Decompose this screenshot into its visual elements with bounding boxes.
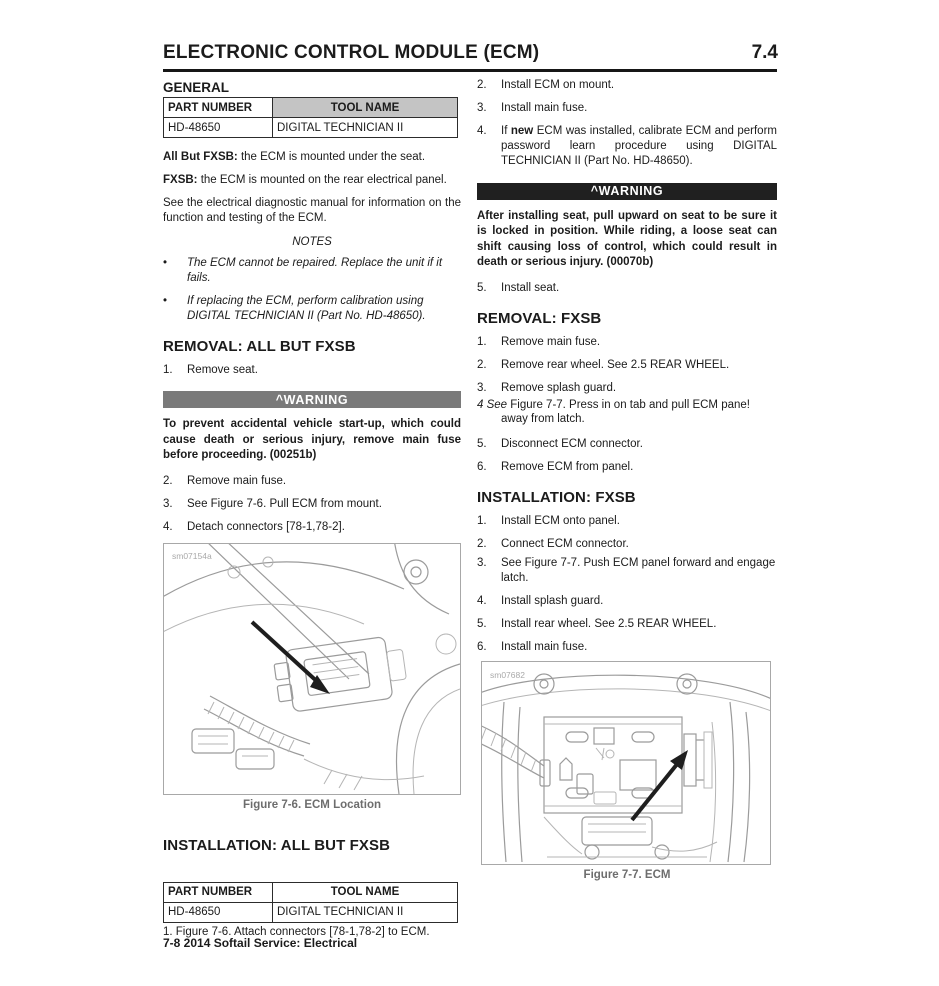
step-text: Detach connectors [78-1,78-2].	[187, 520, 345, 533]
tool-table-installation	[163, 882, 458, 923]
step-text: Remove main fuse.	[187, 474, 287, 487]
figure-7-7-caption: Figure 7-7. ECM	[583, 868, 671, 881]
ecm-panel-drawing	[482, 662, 770, 864]
step-number: 4.	[163, 520, 173, 533]
page-title: ELECTRONIC CONTROL MODULE (ECM)	[163, 42, 540, 63]
step-text: Install main fuse.	[501, 101, 588, 114]
table-cell-part-number: HD-48650	[164, 118, 273, 138]
step-text: Remove rear wheel. See 2.5 REAR WHEEL.	[501, 358, 730, 371]
warning-text: After installing seat, pull upward on seat to be sure it is locked in position. While riding, a loose seat can shift causing loss of control, which could result in death or serious injury. (00070b)	[477, 209, 777, 269]
bullet-icon: •	[163, 256, 168, 269]
left-column	[163, 80, 461, 940]
step-text: Connect ECM connector.	[501, 538, 629, 551]
ecm-location-drawing	[164, 544, 460, 794]
step-text: See Figure 7-7. Push ECM panel forward and engage latch.	[501, 557, 776, 585]
paragraph-diagnostic-manual: See the electrical diagnostic manual for information on the function and testing of the ECM.	[163, 196, 461, 224]
table-header-tool-name: TOOL NAME	[273, 882, 458, 902]
step-number: 1.	[477, 335, 487, 348]
table-header-part-number: PART NUMBER	[164, 98, 273, 118]
title-rule	[163, 69, 777, 72]
figure-7-6	[163, 543, 461, 795]
table-row	[164, 902, 458, 922]
page-number: 7.4	[751, 42, 778, 63]
paragraph-lead-bold: All But FXSB:	[163, 151, 238, 163]
step-number: 2.	[477, 79, 487, 91]
table-row	[164, 118, 458, 138]
step-item	[477, 335, 777, 350]
step-item	[163, 497, 461, 512]
step-text: Install main fuse.	[501, 640, 588, 653]
step-item	[477, 460, 777, 475]
tool-table-general	[163, 97, 458, 138]
step-number: 3.	[477, 381, 487, 394]
footer-text: 7-8 2014 Softail Service: Electrical	[163, 936, 358, 950]
paragraph-all-but-fxsb	[163, 150, 461, 165]
step-number: 3.	[163, 497, 173, 510]
step-number: 1.	[163, 363, 173, 376]
step-item	[477, 78, 777, 93]
pointer-arrow	[632, 758, 682, 820]
step-text: Remove ECM from panel.	[501, 461, 634, 474]
step-text: Install rear wheel. See 2.5 REAR WHEEL.	[501, 617, 717, 630]
step-number: 3.	[477, 101, 487, 114]
warning-banner: ^WARNING	[477, 183, 777, 200]
step-number: 2.	[477, 358, 487, 371]
step-text: Install ECM on mount.	[501, 79, 615, 91]
step-text	[501, 124, 777, 169]
step-item	[163, 474, 461, 489]
step-text-run: ECM was installed, calibrate ECM and perform password learn procedure using DIGITAL TECHNICIAN II (Part No. HD-48650).	[501, 124, 777, 167]
step-item	[477, 381, 777, 396]
step-item	[477, 640, 777, 655]
figure-7-7	[481, 661, 771, 865]
step-text: Install ECM onto panel.	[501, 515, 620, 528]
figure-7-6-caption: Figure 7-6. ECM Location	[242, 798, 381, 811]
step-text: Figure 7-7. Press in on tab and pull ECM pane! away from latch.	[501, 398, 750, 426]
note-text: The ECM cannot be repaired. Replace the unit if it fails.	[187, 256, 443, 284]
step-number: 6.	[477, 461, 487, 474]
warning-text: To prevent accidental vehicle start-up, which could cause death or serious injury, remove main fuse before proceeding. (00251b)	[163, 418, 461, 462]
step-number: 4.	[477, 124, 487, 137]
installation-step-note: 1. Figure 7-6. Attach connectors [78-1,78-2] to ECM.	[163, 925, 430, 938]
right-column	[477, 78, 777, 881]
step-number: 3.	[477, 557, 487, 570]
step-item-irregular	[477, 398, 777, 428]
installation-all-but-fxsb-heading: INSTALLATION: ALL BUT FXSB	[163, 836, 391, 854]
step-item	[477, 617, 777, 632]
step-text: Disconnect ECM connector.	[501, 438, 643, 451]
step-item	[477, 437, 777, 452]
step-text: Remove splash guard.	[501, 381, 617, 394]
step-item	[477, 124, 777, 169]
warning-banner: ^WARNING	[163, 391, 461, 408]
installation-fxsb-heading: INSTALLATION: FXSB	[477, 489, 636, 507]
step-number-italic: 4 See	[477, 398, 508, 411]
step-text-run: If	[501, 124, 511, 137]
note-item	[163, 294, 461, 324]
step-number: 1.	[477, 515, 487, 528]
step-item	[477, 556, 777, 586]
step-text: See Figure 7-6. Pull ECM from mount.	[187, 497, 382, 510]
paragraph-rest: the ECM is mounted on the rear electrical panel.	[197, 173, 447, 186]
general-heading: GENERAL	[163, 80, 230, 95]
step-text: Install seat.	[501, 281, 560, 294]
note-item	[163, 256, 461, 286]
step-number: 5.	[477, 438, 487, 451]
step-text: Remove seat.	[187, 363, 258, 376]
step-item	[477, 281, 777, 296]
table-header-tool-name: TOOL NAME	[273, 98, 458, 118]
removal-fxsb-heading: REMOVAL: FXSB	[477, 309, 602, 327]
step-item	[477, 537, 777, 552]
step-number: 4.	[477, 595, 487, 607]
table-cell-tool-name: DIGITAL TECHNICIAN II	[273, 902, 458, 922]
step-item	[477, 358, 777, 373]
step-item	[163, 363, 461, 378]
step-number: 2.	[477, 538, 487, 551]
step-number: 6.	[477, 640, 487, 653]
step-number: 2.	[163, 474, 173, 487]
step-number: 5.	[477, 281, 487, 294]
note-text: If replacing the ECM, perform calibration using DIGITAL TECHNICIAN II (Part No. HD-48650).	[187, 294, 426, 322]
pointer-arrow	[252, 622, 322, 686]
figure-source-label: sm07682	[490, 669, 525, 680]
notes-heading: NOTES	[292, 235, 332, 248]
figure-source-label: sm07154a	[172, 550, 212, 561]
step-item	[163, 520, 461, 535]
step-item	[477, 101, 777, 116]
bullet-icon: •	[163, 294, 168, 307]
step-item	[477, 514, 777, 529]
paragraph-rest: the ECM is mounted under the seat.	[237, 151, 426, 163]
step-text-bold: new	[510, 124, 534, 137]
step-text: Install splash guard.	[501, 595, 604, 607]
removal-all-but-fxsb-heading: REMOVAL: ALL BUT FXSB	[163, 337, 356, 355]
table-cell-part-number: HD-48650	[164, 902, 273, 922]
paragraph-lead-bold: FXSB:	[163, 173, 198, 186]
table-cell-tool-name: DIGITAL TECHNICIAN II	[273, 118, 458, 138]
step-item	[477, 594, 777, 609]
paragraph-fxsb	[163, 173, 461, 188]
table-header-part-number: PART NUMBER	[164, 882, 273, 902]
step-text: Remove main fuse.	[501, 335, 601, 348]
step-number: 5.	[477, 617, 487, 630]
